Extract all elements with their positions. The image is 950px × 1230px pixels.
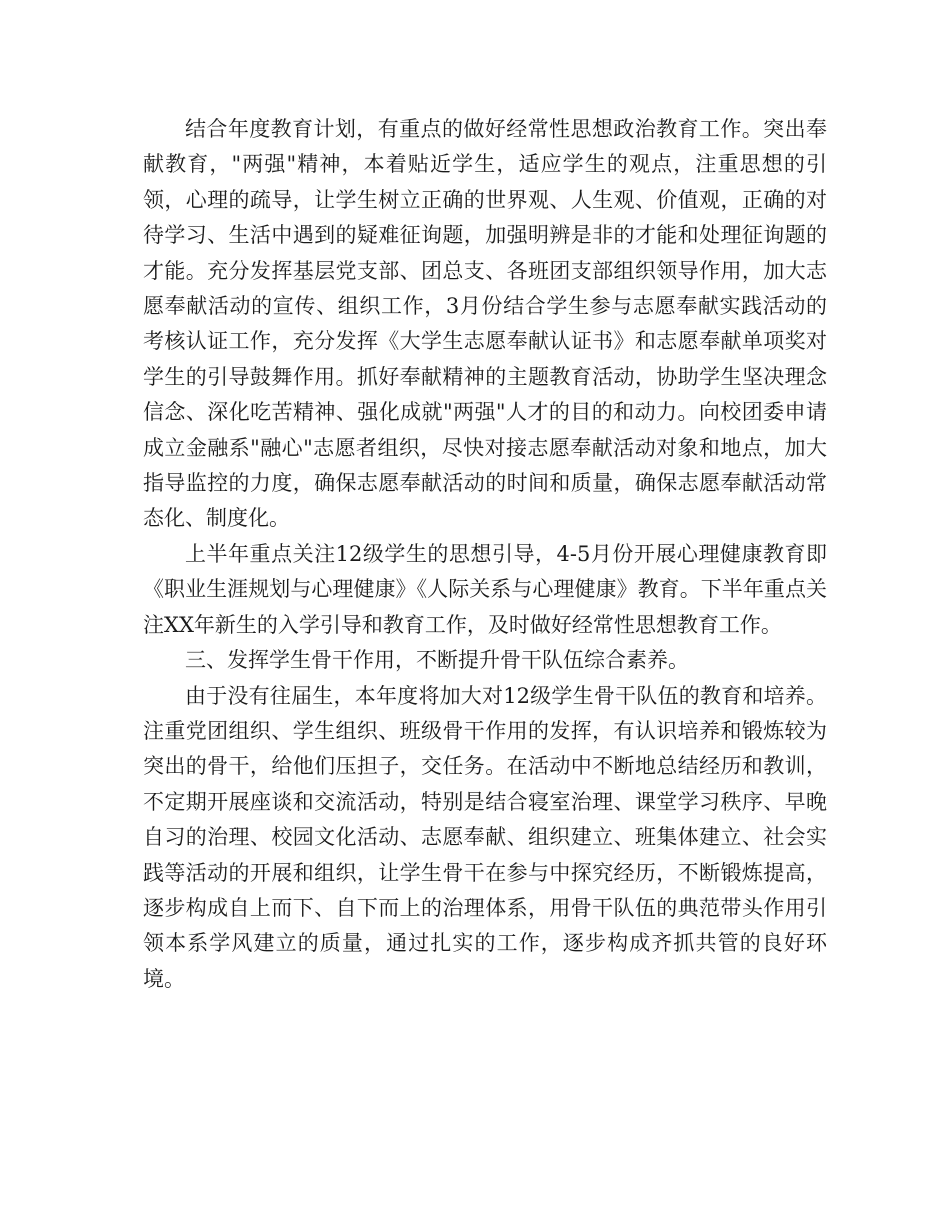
paragraph-student-leaders: 由于没有往届生，本年度将加大对12级学生骨干队伍的教育和培养。注重党团组织、学生组织、班级骨干作用的发挥，有认识培养和锻炼较为突出的骨干，给他们压担子，交任务。在活动中不断地总结经历和教训，不定期开展座谈和交流活动，特别是结合寝室治理、课堂学习秩序、早晚自习的治理、校园文化活动、志愿奉献、组织建立、班集体建立、社会实践等活动的开展和组织，让学生骨干在参与中探究经历，不断锻炼提高，逐步构成自上而下、自下而上的治理体系，用骨干队伍的典范带头作用引领本系学风建立的质量，通过扎实的工作，逐步构成齐抓共管的良好环境。: [143, 683, 827, 991]
paragraph-volunteer-education: 结合年度教育计划，有重点的做好经常性思想政治教育工作。突出奉献教育，"两强"精神，本着贴近学生，适应学生的观点，注重思想的引领，心理的疏导，让学生树立正确的世界观、人生观、价值观，正确的对待学习、生活中遇到的疑难征询题，加强明辨是非的才能和处理征询题的才能。充分发挥基层党支部、团总支、各班团支部组织领导作用，加大志愿奉献活动的宣传、组织工作，3月份结合学生参与志愿奉献实践活动的考核认证工作，充分发挥《大学生志愿奉献认证书》和志愿奉献单项奖对学生的引导鼓舞作用。抓好奉献精神的主题教育活动，协助学生坚决理念信念、深化吃苦精神、强化成就"两强"人才的目的和动力。向校团委申请成立金融系"融心"志愿者组织，尽快对接志愿奉献活动对象和地点，加大指导监控的力度，确保志愿奉献活动的时间和质量，确保志愿奉献活动常态化、制度化。: [143, 117, 827, 531]
section-heading-student-leaders: 三、发挥学生骨干作用，不断提升骨干队伍综合素养。: [185, 648, 689, 673]
paragraph-semester-focus: 上半年重点关注12级学生的思想引导，4-5月份开展心理健康教育即《职业生涯规划与心理健康》《人际关系与心理健康》教育。下半年重点关注XX年新生的入学引导和教育工作，及时做好经常性思想教育工作。: [143, 541, 827, 637]
document-body: [143, 112, 827, 997]
